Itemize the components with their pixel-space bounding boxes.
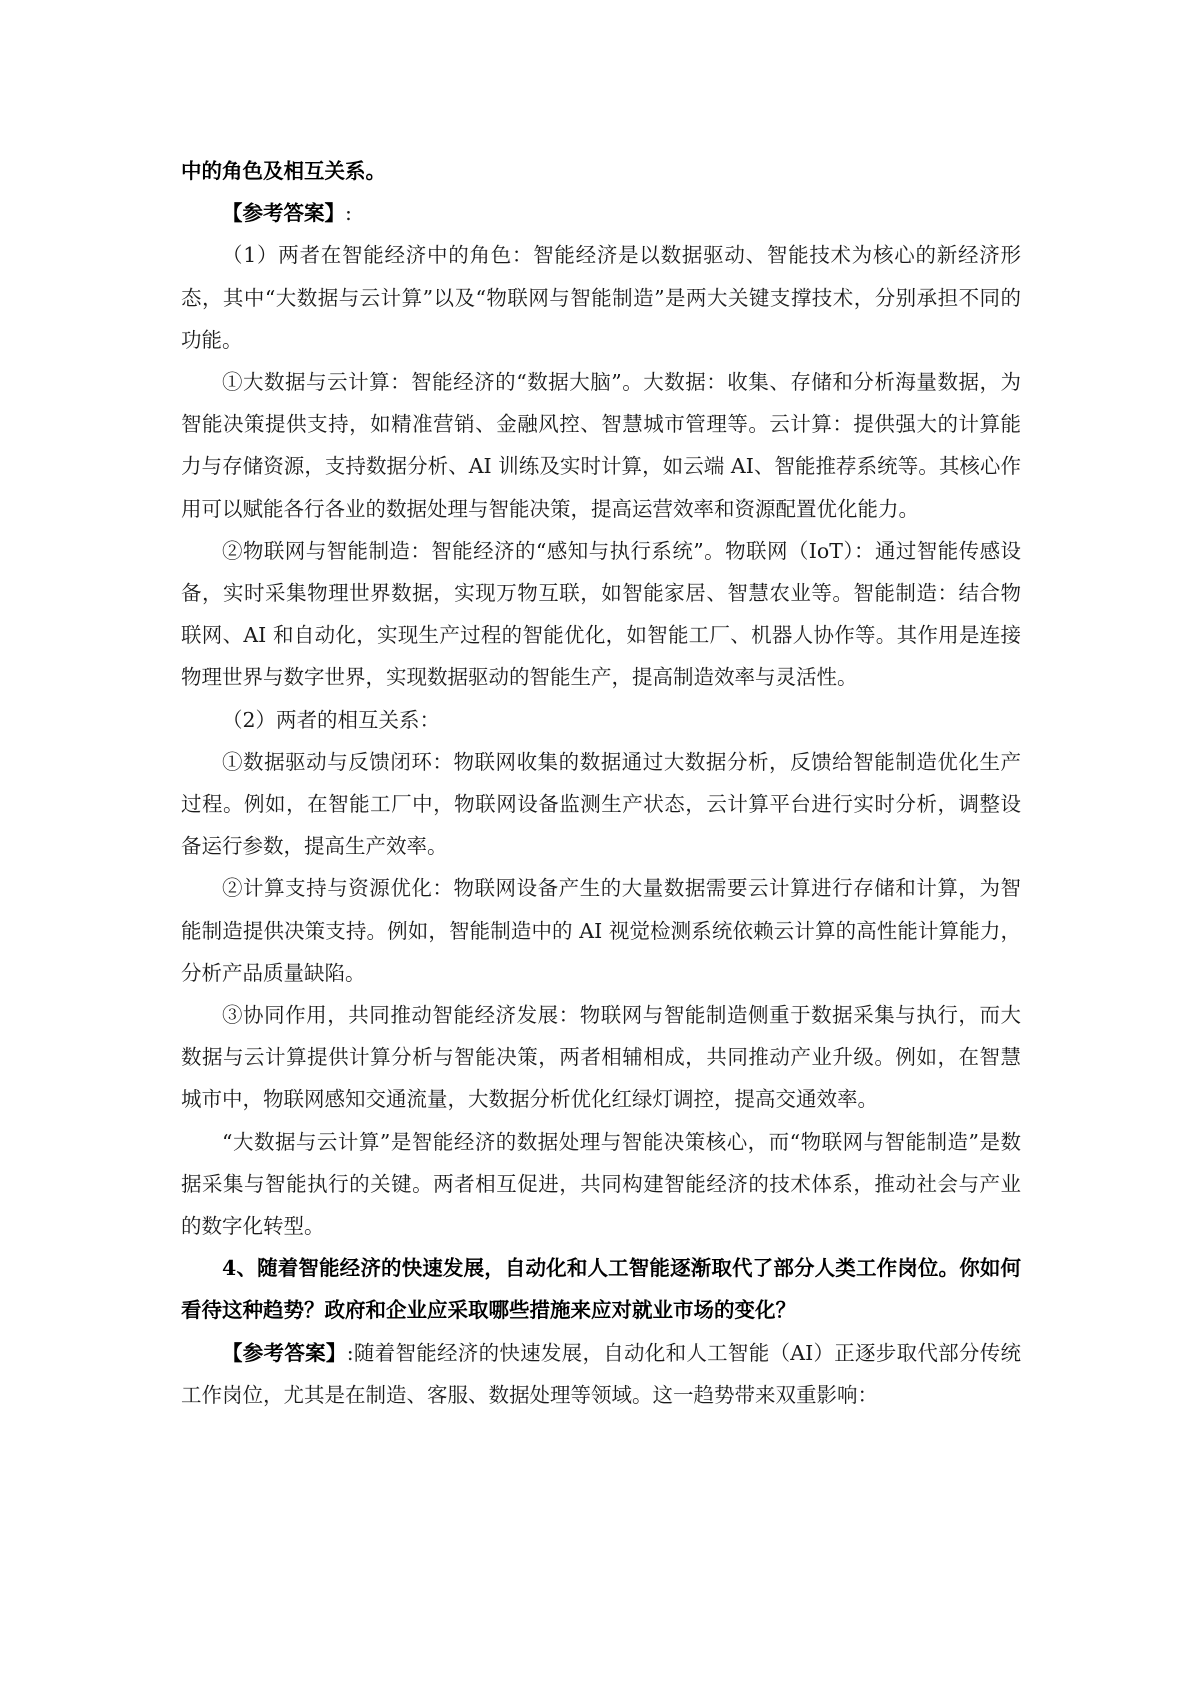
paragraph-bigdata-cloud: ①大数据与云计算：智能经济的“数据大脑”。大数据：收集、存储和分析海量数据，为智能决策提供支持，如精准营销、金融风控、智慧城市管理等。云计算：提供强大的计算能力与存储资源，支持数据分析、AI 训练及实时计算，如云端 AI、智能推荐系统等。其核心作用可以赋能各行各业的数据处理与智能决策，提高运营效率和资源配置优化能力。 [181,370,1021,521]
answer-label-colon: : [345,201,352,226]
paragraph-iot-manufacturing: ②物联网与智能制造：智能经济的“感知与执行系统”。物联网（IoT）：通过智能传感设备，实时采集物理世界数据，实现万物互联，如智能家居、智慧农业等。智能制造：结合物联网、AI 和自动化，实现生产过程的智能优化，如智能工厂、机器人协作等。其作用是连接物理世界与数字世界，实现数据驱动的智能生产，提高制造效率与灵活性。 [181,538,1021,690]
answer-heading [181,192,1021,234]
paragraph-data-feedback: ①数据驱动与反馈闭环：物联网收集的数据通过大数据分析，反馈给智能制造优化生产过程。例如，在智能工厂中，物联网设备监测生产状态，云计算平台进行实时分析，调整设备运行参数，提高生产效率。 [181,749,1021,859]
paragraph-synergy: ③协同作用，共同推动智能经济发展：物联网与智能制造侧重于数据采集与执行，而大数据与云计算提供计算分析与智能决策，两者相辅相成，共同推动产业升级。例如，在智慧城市中，物联网感知交通流量，大数据分析优化红绿灯调控，提高交通效率。 [181,1003,1021,1112]
question-4: 4、随着智能经济的快速发展，自动化和人工智能逐渐取代了部分人类工作岗位。你如何看待这种趋势？政府和企业应采取哪些措施来应对就业市场的变化？ [181,1256,1021,1323]
paragraph-relationship-heading: （2）两者的相互关系： [222,707,441,732]
answer-label: 【参考答案】 [222,201,345,226]
paragraph-compute-support: ②计算支持与资源优化：物联网设备产生的大量数据需要云计算进行存储和计算，为智能制造提供决策支持。例如，智能制造中的 AI 视觉检测系统依赖云计算的高性能计算能力，分析产品质量缺陷。 [181,876,1021,985]
answer-4-label: 【参考答案】 [222,1340,347,1365]
paragraph-summary: “大数据与云计算”是智能经济的数据处理与智能决策核心，而“物联网与智能制造”是数据采集与智能执行的关键。两者相互促进，共同构建智能经济的技术体系，推动社会与产业的数字化转型。 [181,1129,1021,1239]
question-continuation: 中的角色及相互关系。 [181,159,386,183]
answer-4 [181,1332,1021,1416]
document-body [181,150,1021,1416]
paragraph-roles-intro: （1）两者在智能经济中的角色：智能经济是以数据驱动、智能技术为核心的新经济形态，其中“大数据与云计算”以及“物联网与智能制造”是两大关键支撑技术，分别承担不同的功能。 [181,243,1021,352]
answer-4-text: :随着智能经济的快速发展，自动化和人工智能（AI）正逐步取代部分传统工作岗位，尤其是在制造、客服、数据处理等领域。这一趋势带来双重影响： [181,1340,1021,1407]
